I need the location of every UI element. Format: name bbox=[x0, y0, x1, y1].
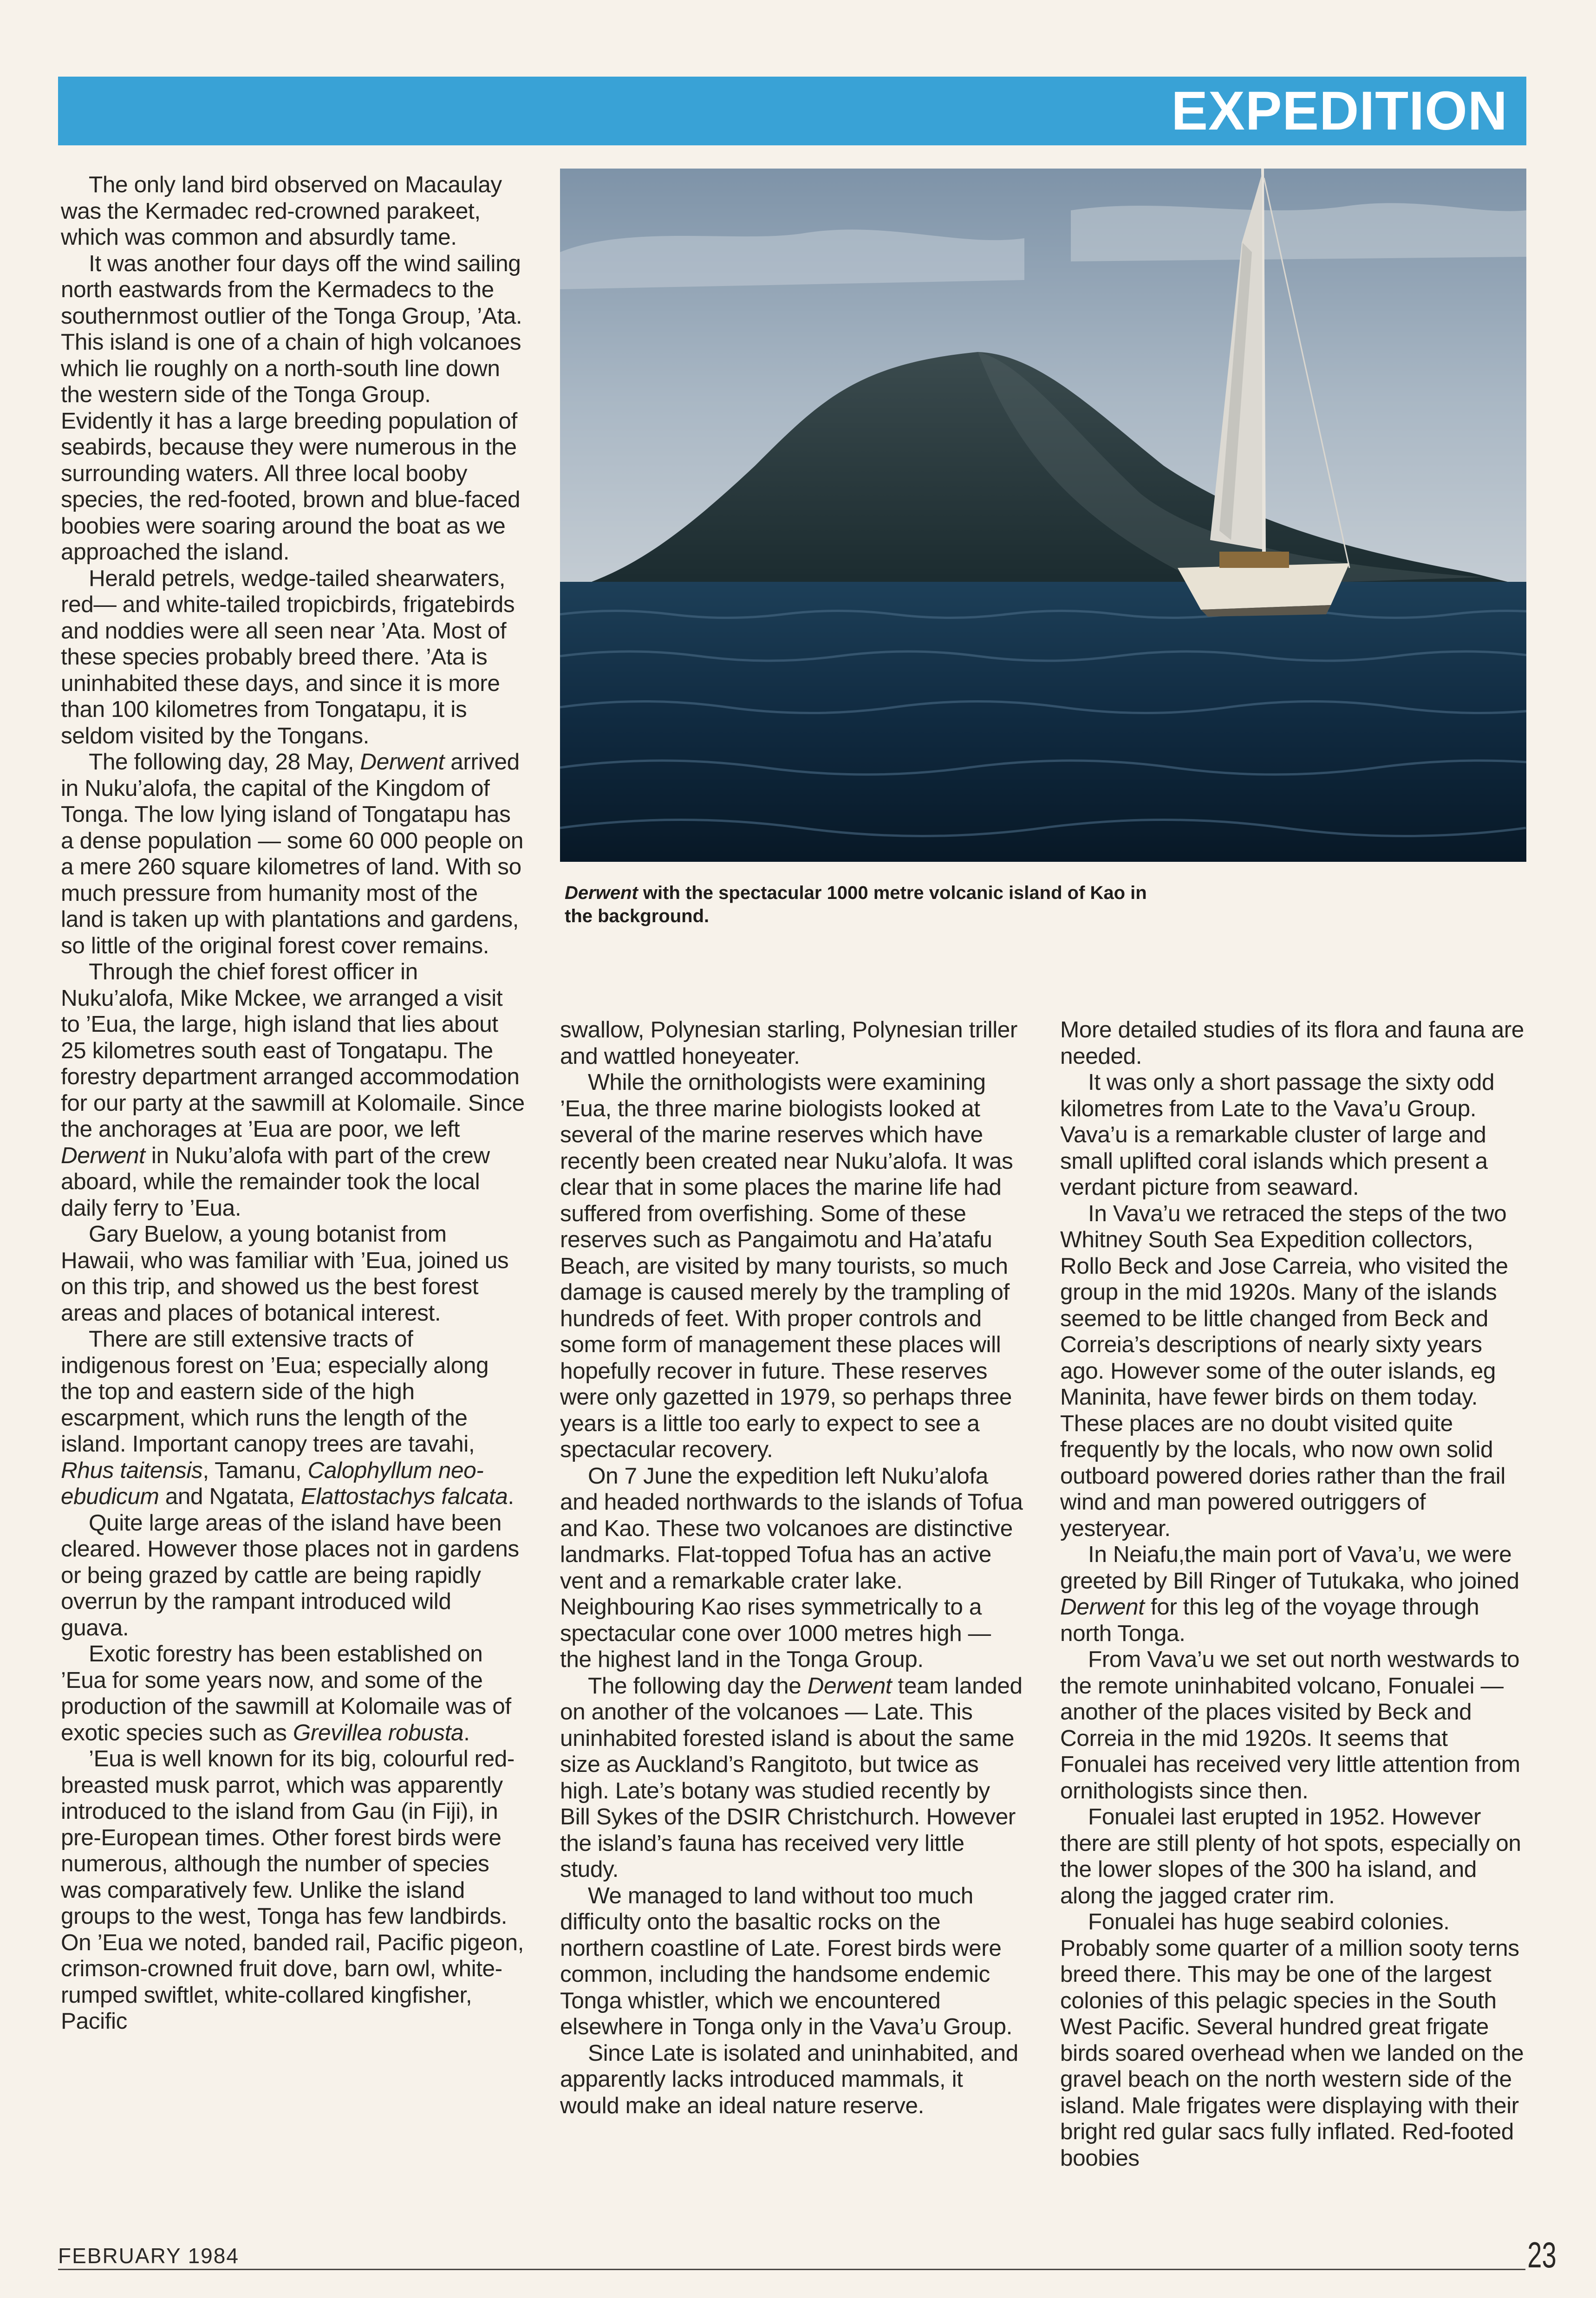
paragraph: We managed to land without too much difficulty onto the basaltic rocks on the northern coastline of Late. Forest birds were common, including the handsome endemic Tonga whistler, which we encountered elsewhere in Tonga only in the Vava’u Group. bbox=[560, 1882, 1012, 2039]
paragraph bbox=[61, 1326, 525, 1510]
text-run: for this leg of the voyage through north Tonga. bbox=[1060, 1594, 1479, 1646]
paragraph: Fonualei has huge seabird colonies. Probably some quarter of a million sooty terns breed there. This may be one of the largest colonies of this pelagic species in the South West Pacific. Several hundred great frigate birds soared overhead when we landed on the gravel beach on the north western side of the island. Male frigates were displaying with their bright red gular sacs fully inflated. Red-footed boobies bbox=[1060, 1909, 1524, 2171]
article-column-2 bbox=[560, 1017, 1024, 2119]
paragraph: On 7 June the expedition left Nuku’alofa and headed northwards to the islands of Tofua and Kao. These two volcanoes are distinctive landmarks. Flat-topped Tofua has an active vent and a remarkable crater lake. Neighbouring Kao rises symmetrically to a spectacular cone over 1000 metres high — the highest land in the Tonga Group. bbox=[560, 1463, 1023, 1672]
article-column-1 bbox=[61, 172, 525, 2035]
text-run: The following day the bbox=[588, 1673, 808, 1699]
vessel-name: Derwent bbox=[61, 1142, 145, 1168]
vessel-name: Derwent bbox=[807, 1673, 892, 1699]
hull bbox=[1178, 563, 1349, 610]
text-run: Exotic forestry has been established on ’Eua for some years now, and some of the production of the sawmill at Kolomaile was of exotic species such as bbox=[61, 1641, 511, 1745]
paragraph: It was only a short passage the sixty odd kilometres from Late to the Vava’u Group. Vava’u is a remarkable cluster of large and small uplifted coral islands which present a verdant picture from seaward. bbox=[1060, 1069, 1495, 1200]
text-run: . bbox=[508, 1484, 514, 1509]
paragraph: In Vava’u we retraced the steps of the two Whitney South Sea Expedition collectors, Rollo Beck and Jose Carreia, who visited the group in the mid 1920s. Many of the islands seemed to be little changed from Beck and Correia’s descriptions of nearly sixty years ago. However some of the outer islands, eg Maninita, have fewer birds on them today. These places are no doubt visited quite frequently by the locals, who now own solid outboard powered dories rather than the frail wind and man powered outriggers of yesteryear. bbox=[1060, 1200, 1508, 1541]
text-run: . bbox=[463, 1719, 470, 1745]
text-run: In Neiafu,the main port of Vava’u, we were greeted by Bill Ringer of Tutukaka, who joined bbox=[1060, 1542, 1519, 1594]
paragraph: Since Late is isolated and uninhabited, and apparently lacks introduced mammals, it would make an ideal nature reserve. bbox=[560, 2040, 1018, 2118]
vessel-name: Derwent bbox=[360, 749, 444, 775]
deckhouse bbox=[1219, 552, 1289, 568]
text-run: The following day, 28 May, bbox=[89, 749, 360, 775]
paragraph: The only land bird observed on Macaulay was the Kermadec red-crowned parakeet, which was common and absurdly tame. bbox=[61, 172, 502, 250]
article-column-3 bbox=[1060, 1017, 1529, 2171]
species-name: Rhus taitensis bbox=[61, 1457, 203, 1483]
page-number: 23 bbox=[1527, 2234, 1557, 2275]
caption-text: with the spectacular 1000 metre volcanic island of Kao in the background. bbox=[565, 883, 1147, 926]
text-run: in Nuku’alofa with part of the crew aboard, while the remainder took the local daily ferry to ’Eua. bbox=[61, 1142, 490, 1221]
text-run: Through the chief forest officer in Nuku’alofa, Mike Mckee, we arranged a visit to ’Eua, the large, high island that lies about 25 kilometres south east of Tongatapu. The forestry department arranged accommodation for our party at the sawmill at Kolomaile. Since the anchorages at ’Eua are poor, we left bbox=[61, 959, 525, 1142]
species-name: Grevillea robusta bbox=[293, 1719, 464, 1745]
paragraph: It was another four days off the wind sailing north eastwards from the Kermadecs to the southernmost outlier of the Tonga Group, ’Ata. This island is one of a chain of high volcanoes which lie roughly on a north-south line down the western side of the Tonga Group. Evidently it has a large breeding population of seabirds, because they were numerous in the surrounding waters. All three local booby species, the red-footed, brown and blue-faced boobies were soaring around the boat as we approached the island. bbox=[61, 250, 522, 565]
paragraph bbox=[1060, 1542, 1529, 1647]
text-run: and Ngatata, bbox=[159, 1484, 301, 1509]
paragraph: While the ornithologists were examining ’Eua, the three marine biologists looked at several of the marine reserves which have recently been created near Nuku’alofa. It was clear that in some places the marine life had suffered from overfishing. Some of these reserves such as Pangaimotu and Ha’atafu Beach, are visited by many tourists, so much damage is caused merely by the trampling of hundreds of feet. With proper controls and some form of management these places will hopefully recover in future. These reserves were only gazetted in 1979, so perhaps three years is a little too early to expect to see a spectacular recovery. bbox=[560, 1069, 1013, 1462]
paragraph bbox=[61, 959, 525, 1221]
paragraph bbox=[61, 1641, 525, 1746]
paragraph: Quite large areas of the island have been cleared. However those places not in gardens or being grazed by cattle are being rapidly overrun by the rampant introduced wild guava. bbox=[61, 1510, 519, 1640]
section-title: EXPEDITION bbox=[1171, 80, 1508, 142]
paragraph: From Vava’u we set out north westwards to the remote uninhabited volcano, Fonualei — another of the places visited by Beck and Correia in the mid 1920s. It seems that Fonualei has received very little attention from ornithologists since then. bbox=[1060, 1647, 1520, 1803]
paragraph: ’Eua is well known for its big, colourful red-breasted musk parrot, which was apparently introduced to the island from Gau (in Fiji), in pre-European times. Other forest birds were numerous, although the number of species was comparatively few. Unlike the island groups to the west, Tonga has few landbirds. On ’Eua we noted, banded rail, Pacific pigeon, crimson-crowned fruit dove, barn owl, white-rumped swiftlet, white-collared kingfisher, Pacific bbox=[61, 1746, 524, 2034]
paragraph: Gary Buelow, a young botanist from Hawaii, who was familiar with ’Eua, joined us on this trip, and showed us the best forest areas and places of botanical interest. bbox=[61, 1221, 509, 1326]
cloud bbox=[560, 229, 1024, 289]
text-run: , Tamanu, bbox=[202, 1457, 308, 1483]
text-run: arrived in Nuku’alofa, the capital of the Kingdom of Tonga. The low lying island of Tongatapu has a dense population — some 60 000 people on a mere 260 square kilometres of land. With so much pressure from humanity most of the land is taken up with plantations and gardens, so little of the original forest cover remains. bbox=[61, 749, 523, 958]
paragraph: More detailed studies of its flora and fauna are needed. bbox=[1060, 1017, 1524, 1069]
photo-illustration bbox=[560, 169, 1526, 862]
photo-derwent-kao bbox=[560, 169, 1526, 862]
paragraph: Herald petrels, wedge-tailed shearwaters, red— and white-tailed tropicbirds, frigatebirds and noddies were all seen near ’Ata. Most of these species probably breed there. ’Ata is uninhabited these days, and since it is more than 100 kilometres from Tongatapu, it is seldom visited by the Tongans. bbox=[61, 565, 515, 749]
paragraph bbox=[61, 749, 525, 959]
section-header-band bbox=[58, 77, 1526, 145]
paragraph: Fonualei last erupted in 1952. However there are still plenty of hot spots, especially on the lower slopes of the 300 ha island, and along the jagged crater rim. bbox=[1060, 1804, 1521, 1908]
species-name: Calophyllum neo-ebudicum bbox=[61, 1457, 484, 1509]
paragraph bbox=[560, 1673, 1024, 1883]
vessel-name: Derwent bbox=[565, 883, 638, 903]
cloud bbox=[1071, 203, 1526, 261]
text-run: There are still extensive tracts of indigenous forest on ’Eua; especially along the top and eastern side of the high escarpment, which runs the length of the island. Important canopy trees are tavahi, bbox=[61, 1326, 489, 1457]
footer-date: FEBRUARY 1984 bbox=[58, 2244, 239, 2268]
text-run: team landed on another of the volcanoes — Late. This uninhabited forested island is about the same size as Auckland’s Rangitoto, but twice as high. Late’s botany was studied recently by Bill Sykes of the DSIR Christchurch. However the island’s fauna has received very little study. bbox=[560, 1673, 1023, 1882]
species-name: Elattostachys falcata bbox=[300, 1484, 508, 1509]
paragraph: swallow, Polynesian starling, Polynesian triller and wattled honeyeater. bbox=[560, 1017, 1018, 1069]
vessel-name: Derwent bbox=[1060, 1594, 1145, 1620]
photo-caption bbox=[565, 881, 1168, 928]
footer-rule bbox=[58, 2269, 1525, 2270]
